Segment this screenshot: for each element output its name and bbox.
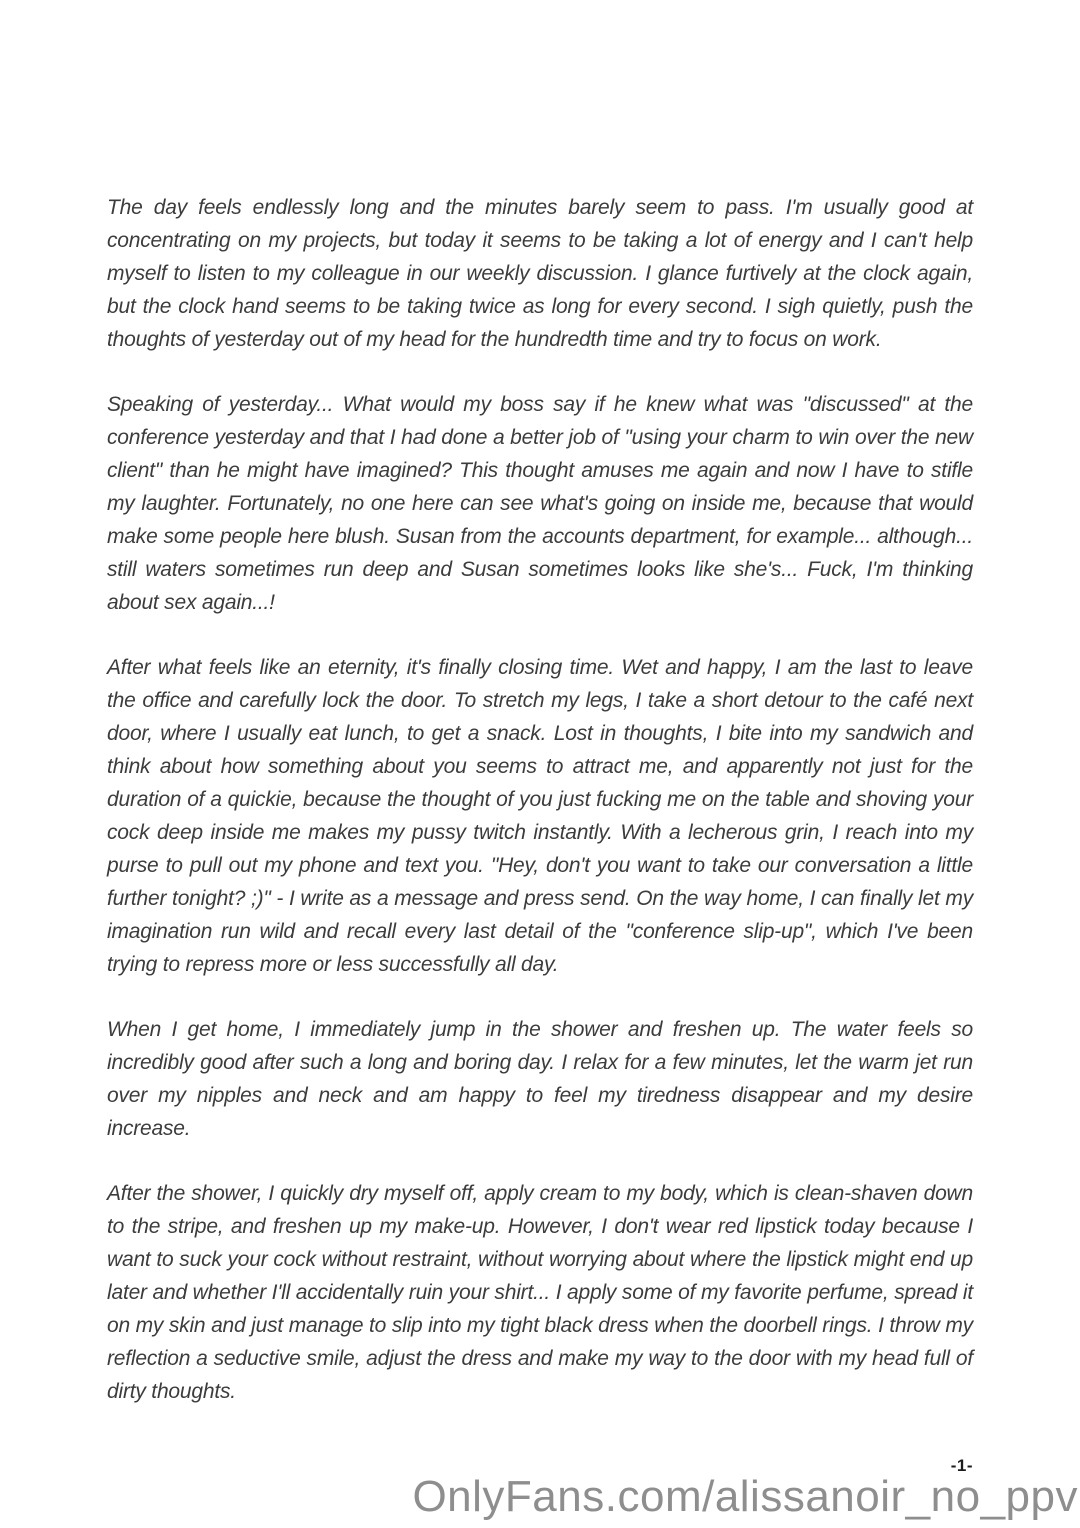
story-text (107, 191, 973, 1440)
story-paragraph: When I get home, I immediately jump in the shower and freshen up. The water feels so incredibly good after such a long and boring day. I relax for a few minutes, let the warm jet run over my nipples and neck and am happy to feel my tiredness disappear and my desire increase. (107, 1018, 973, 1140)
page-number: -1- (950, 1456, 973, 1475)
story-paragraph: The day feels endlessly long and the minutes barely seem to pass. I'm usually good at concentrating on my projects, but today it seems to be taking a lot of energy and I can't help myself to listen to my colleague in our weekly discussion. I glance furtively at the clock again, but the clock hand seems to be taking twice as long for every second. I sigh quietly, push the thoughts of yesterday out of my head for the hundredth time and try to focus on work. (107, 196, 973, 351)
watermark-url: OnlyFans.com/alissanoir_no_ppv (412, 1472, 1078, 1521)
story-paragraph: Speaking of yesterday... What would my boss say if he knew what was "discussed" at the conference yesterday and that I had done a better job of "using your charm to win over the new client" than he might have imagined? This thought amuses me again and now I have to stifle my laughter. Fortunately, no one here can see what's going on inside me, because that would make some people here blush. Susan from the accounts department, for example... although... still waters sometimes run deep and Susan sometimes looks like she's... Fuck, I'm thinking about sex again...! (107, 393, 973, 614)
story-paragraph: After what feels like an eternity, it's finally closing time. Wet and happy, I am the last to leave the office and carefully lock the door. To stretch my legs, I take a short detour to the café next door, where I usually eat lunch, to get a snack. Lost in thoughts, I bite into my sandwich and think about how something about you seems to attract me, and apparently not just for the duration of a quickie, because the thought of you just fucking me on the table and shoving your cock deep inside me makes my pussy twitch instantly. With a lecherous grin, I reach into my purse to pull out my phone and text you. "Hey, don't you want to take our conversation a little further tonight? ;)" - I write as a message and press send. On the way home, I can finally let my imagination run wild and recall every last detail of the "conference slip-up", which I've been trying to repress more or less successfully all day. (107, 656, 973, 976)
story-paragraph: After the shower, I quickly dry myself off, apply cream to my body, which is clean-shaven down to the stripe, and freshen up my make-up. However, I don't wear red lipstick today because I want to suck your cock without restraint, without worrying about where the lipstick might end up later and whether I'll accidentally ruin your shirt... I apply some of my favorite perfume, spread it on my skin and just manage to slip into my tight black dress when the doorbell rings. I throw my reflection a seductive smile, adjust the dress and make my way to the door with my head full of dirty thoughts. (107, 1182, 973, 1403)
